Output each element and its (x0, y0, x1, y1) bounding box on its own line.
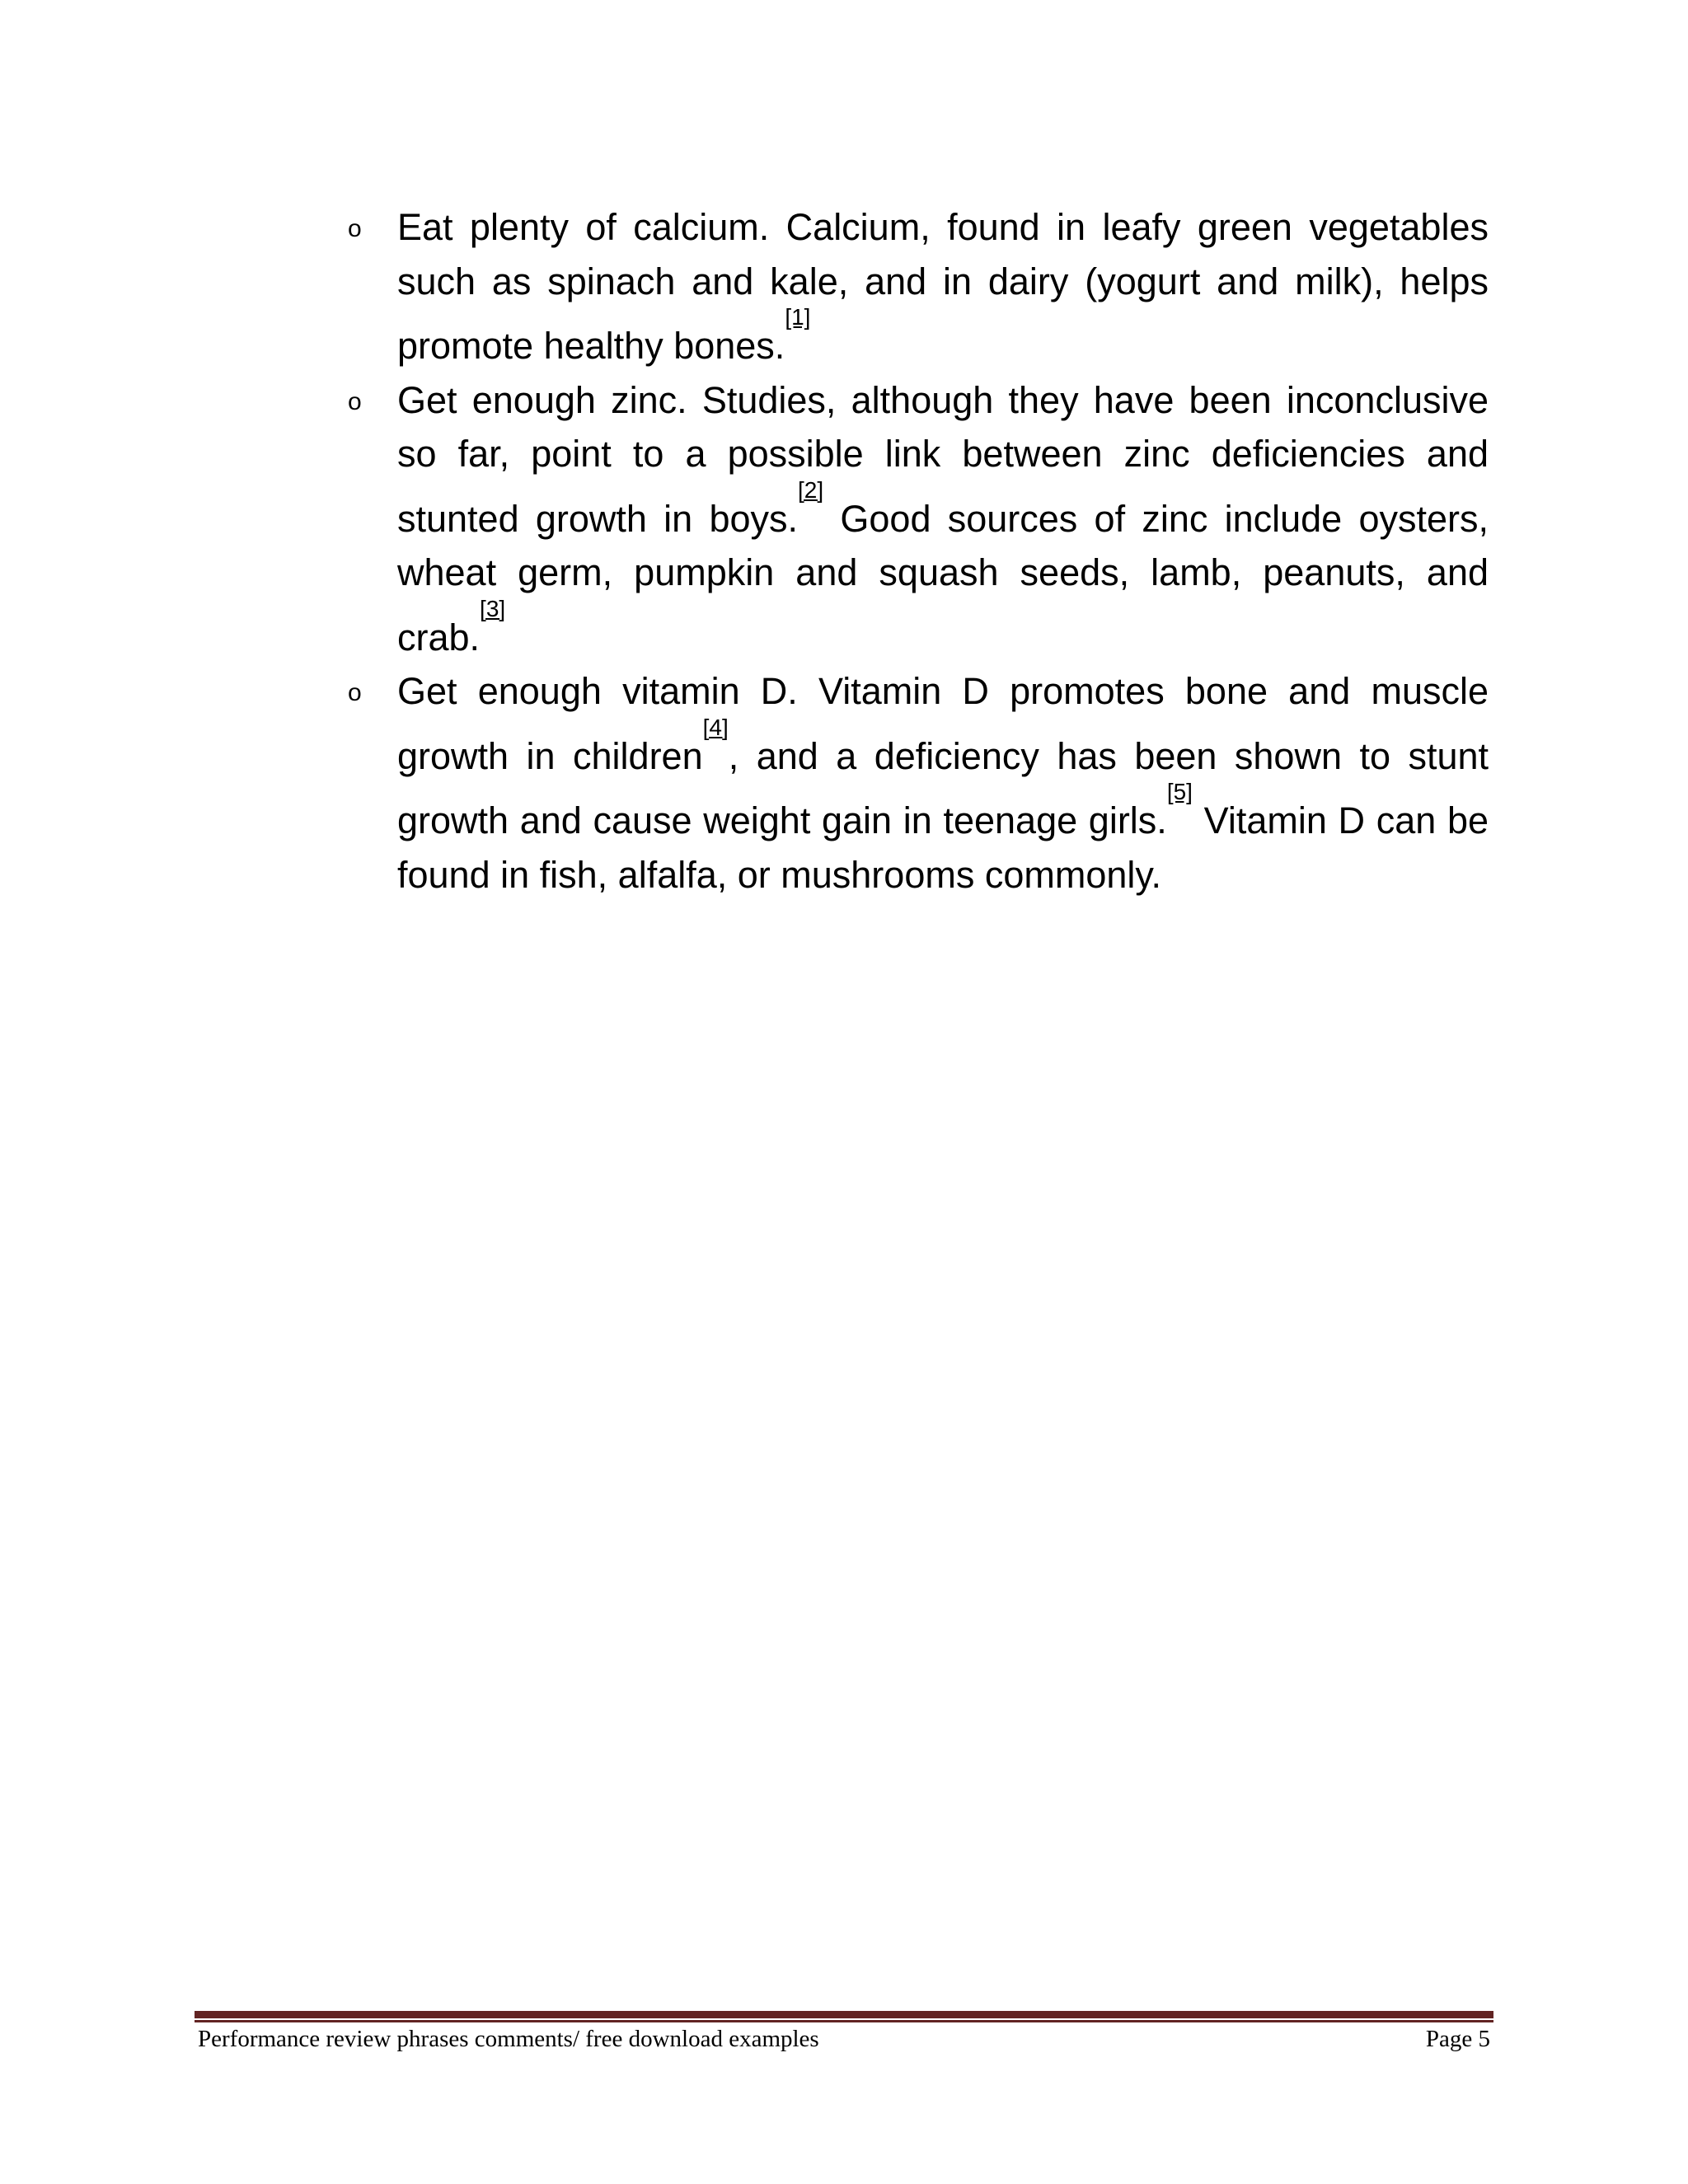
hollow-bullet-icon: o (348, 387, 362, 415)
footnote-link[interactable]: [5] (1166, 779, 1193, 804)
item-text: Get enough vitamin D. Vitamin D promotes bone and muscle growth in children (397, 670, 1489, 777)
footer-rule-thin (195, 2020, 1493, 2022)
item-text: , and a deficiency has been shown to stunt growth and cause weight gain in teenage girls. (397, 734, 1489, 841)
item-text: Vitamin D can be found in fish, alfalfa, or mushrooms commonly. (397, 799, 1489, 896)
footnote-link[interactable]: [3] (480, 595, 506, 621)
list-item-vitamin-d (348, 664, 1489, 902)
hollow-bullet-icon: o (348, 679, 362, 706)
page-footer (198, 2026, 1490, 2053)
footnote-link[interactable]: [1] (785, 304, 811, 330)
list-item-zinc (348, 373, 1489, 665)
bullet-list (348, 200, 1489, 902)
footnote-link[interactable]: [2] (798, 476, 824, 503)
item-text: Good sources of zinc include oysters, wheat germ, pumpkin and squash seeds, lamb, peanuts, and crab. (397, 497, 1489, 658)
item-text: Eat plenty of calcium. Calcium, found in leafy green vegetables such as spinach and kale, and in dairy (yogurt and milk), helps promote healthy bones. (397, 206, 1489, 367)
footer-rule-thick (195, 2011, 1493, 2018)
page-number: Page 5 (1425, 2026, 1490, 2052)
footer-title: Performance review phrases comments/ free download examples (198, 2026, 819, 2052)
item-text: Get enough zinc. Studies, although they have been inconclusive so far, point to a possible link between zinc deficiencies and stunted growth in boys. (397, 378, 1489, 540)
list-item-calcium (348, 200, 1489, 373)
hollow-bullet-icon: o (348, 215, 362, 242)
footnote-link[interactable]: [4] (702, 714, 729, 740)
